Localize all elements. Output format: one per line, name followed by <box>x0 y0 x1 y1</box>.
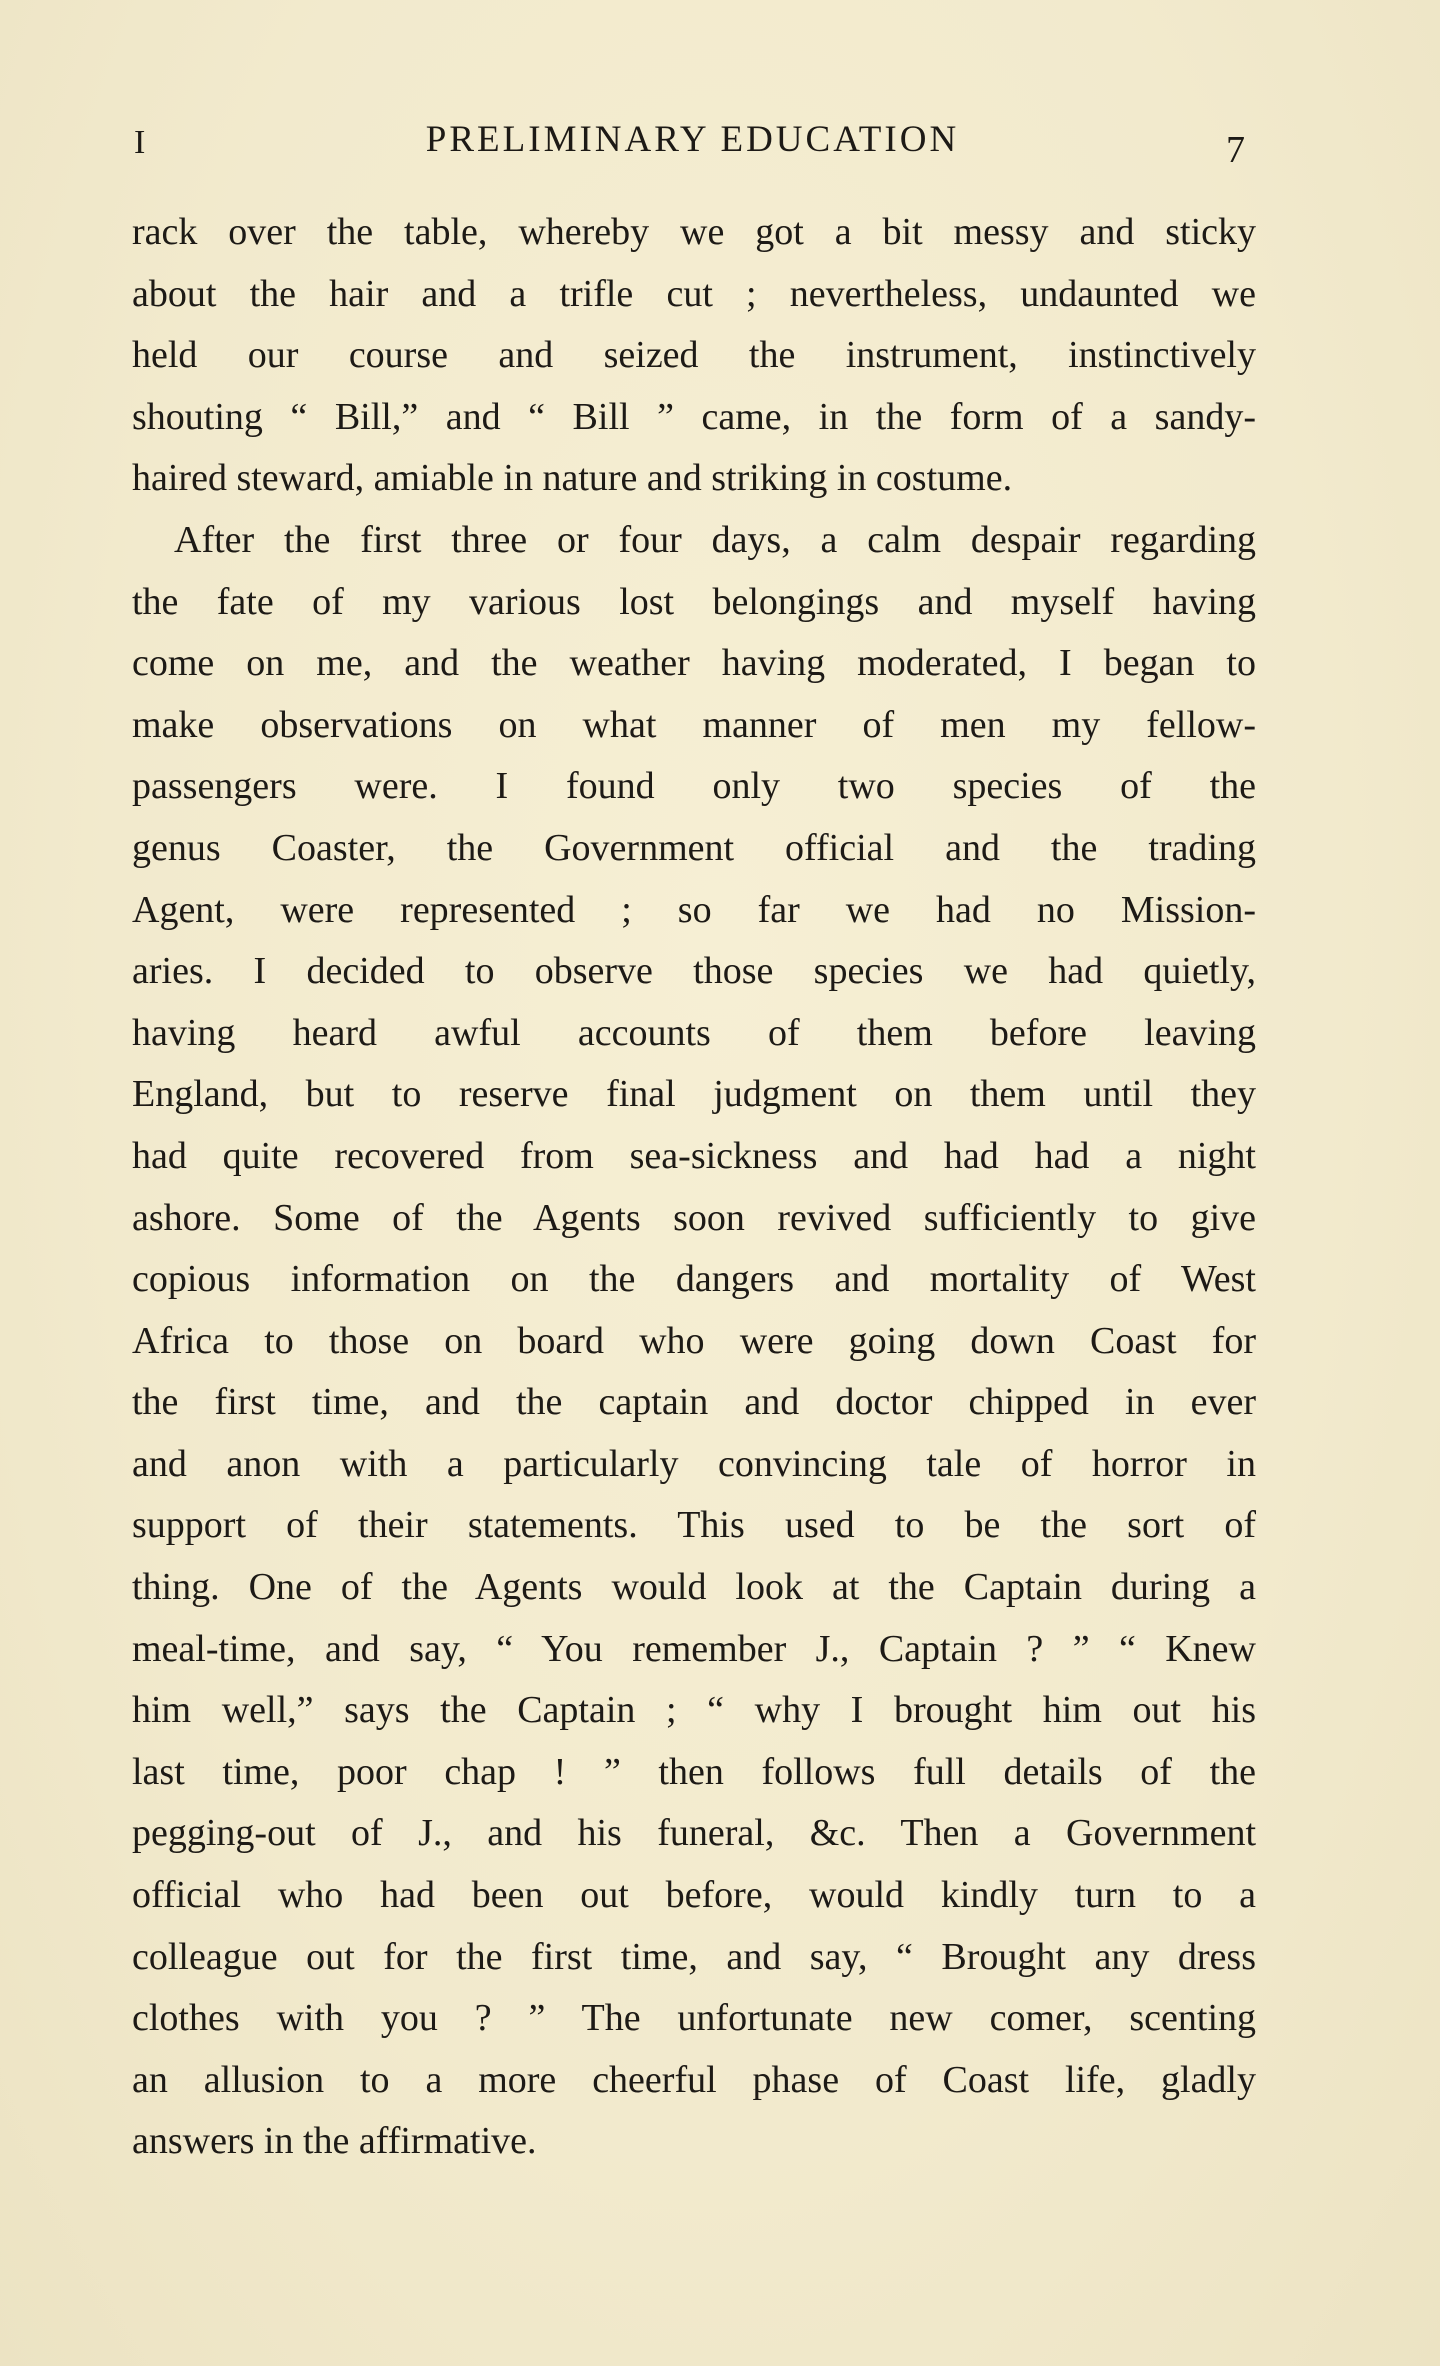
text-line: ashore. Some of the Agents soon revived sufficiently to give <box>132 1196 1256 1239</box>
text-line: last time, poor chap ! ” then follows full details of the <box>132 1750 1256 1793</box>
text-line: England, but to reserve final judgment on them until they <box>132 1073 1256 1116</box>
text-line: come on me, and the weather having moderated, I began to <box>132 642 1256 685</box>
text-line: haired steward, amiable in nature and striking in costume. <box>132 457 1013 500</box>
text-line: held our course and seized the instrument, instinctively <box>132 334 1256 377</box>
text-line: colleague out for the first time, and say, “ Brought any dress <box>132 1935 1256 1978</box>
text-line: Africa to those on board who were going down Coast for <box>132 1319 1256 1362</box>
text-line: official who had been out before, would kindly turn to a <box>132 1874 1256 1917</box>
text-line: support of their statements. This used to be the sort of <box>132 1504 1256 1547</box>
text-line: shouting “ Bill,” and “ Bill ” came, in the form of a sandy- <box>132 395 1256 438</box>
page-header <box>130 118 1255 178</box>
running-title: PRELIMINARY EDUCATION <box>425 119 960 160</box>
text-line: make observations on what manner of men my fellow- <box>132 703 1256 746</box>
text-line: answers in the affirmative. <box>132 2120 537 2163</box>
text-line: pegging-out of J., and his funeral, &c. Then a Government <box>132 1812 1256 1855</box>
text-line: rack over the table, whereby we got a bit messy and sticky <box>132 211 1256 253</box>
text-line: had quite recovered from sea-sickness and had had a night <box>132 1134 1256 1177</box>
text-line: having heard awful accounts of them before leaving <box>132 1011 1256 1054</box>
text-line: meal-time, and say, “ You remember J., Captain ? ” “ Knew <box>132 1627 1256 1670</box>
text-line: aries. I decided to observe those species we had quietly, <box>132 950 1256 993</box>
text-line: the first time, and the captain and doctor chipped in ever <box>132 1381 1256 1424</box>
text-line: thing. One of the Agents would look at the Captain during a <box>132 1566 1256 1609</box>
text-line: clothes with you ? ” The unfortunate new comer, scenting <box>132 1997 1256 2040</box>
chapter-number: I <box>134 124 147 161</box>
text-line: him well,” says the Captain ; “ why I brought him out his <box>132 1689 1256 1732</box>
text-line: copious information on the dangers and mortality of West <box>132 1258 1256 1301</box>
text-line: about the hair and a trifle cut ; nevertheless, undaunted we <box>132 272 1256 315</box>
text-line: the fate of my various lost belongings and myself having <box>132 580 1256 623</box>
text-line: passengers were. I found only two species of the <box>132 765 1256 808</box>
body-text <box>132 202 1256 2173</box>
text-line: genus Coaster, the Government official and the trading <box>132 826 1256 869</box>
text-line: and anon with a particularly convincing tale of horror in <box>132 1442 1256 1485</box>
page-number: 7 <box>1226 129 1245 171</box>
text-line: Agent, were represented ; so far we had no Mission- <box>132 888 1256 931</box>
text-line: an allusion to a more cheerful phase of Coast life, gladly <box>132 2058 1256 2101</box>
text-line: After the first three or four days, a calm despair regarding <box>174 518 1256 561</box>
